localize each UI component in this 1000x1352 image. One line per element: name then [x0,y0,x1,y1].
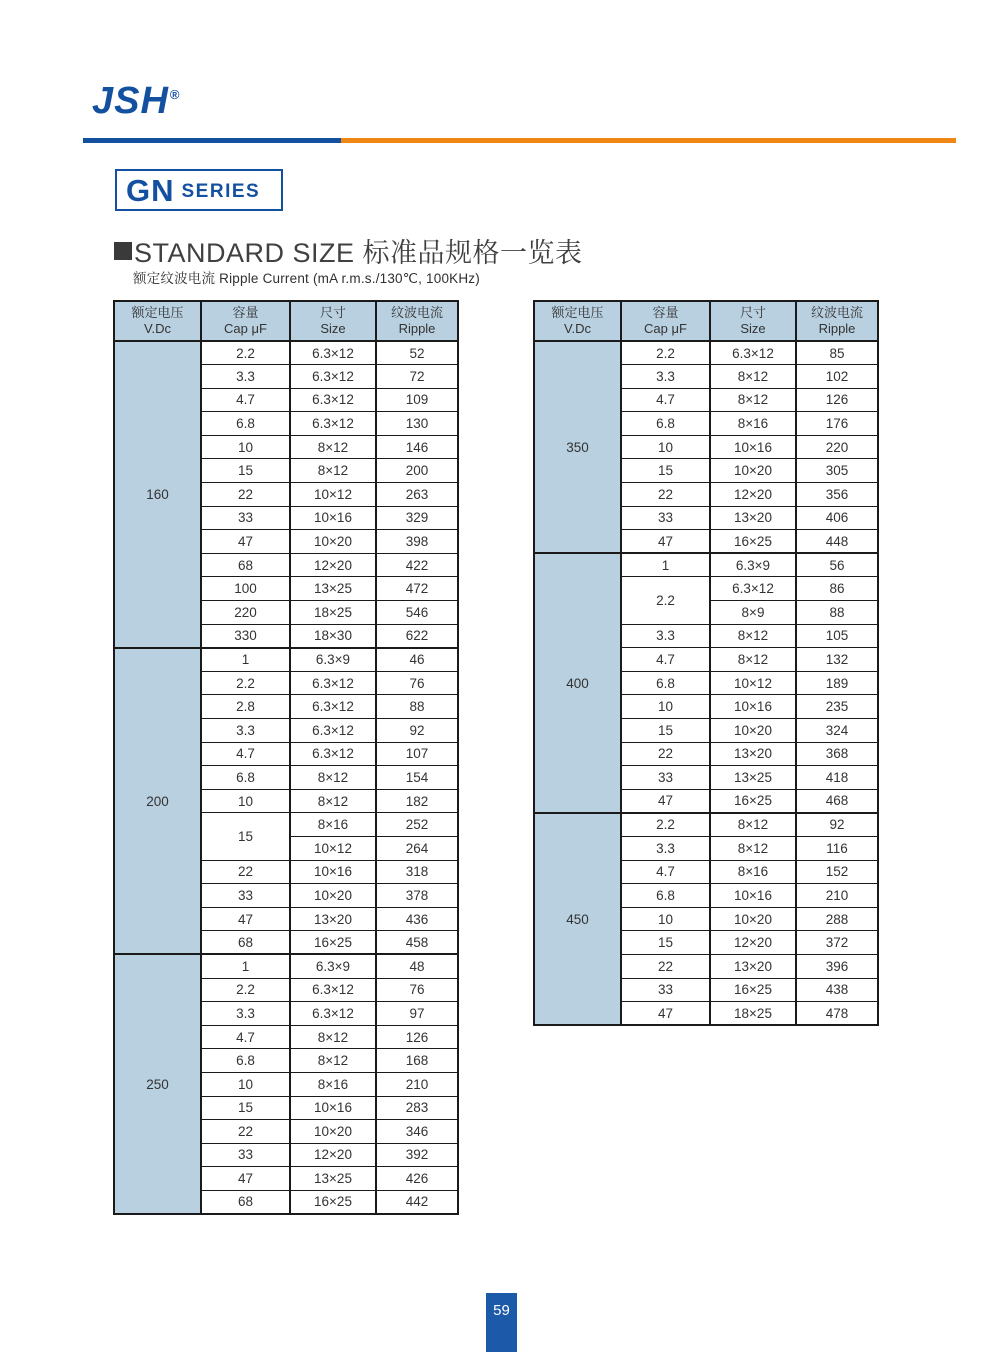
voltage-cell: 400 [534,553,621,813]
cap-cell: 33 [201,884,290,908]
cap-cell: 33 [201,506,290,530]
size-cell: 10×16 [290,506,376,530]
cap-cell: 47 [621,1002,710,1026]
registered-mark: ® [169,87,181,103]
size-cell: 10×20 [710,719,796,743]
cap-cell: 68 [201,553,290,577]
ripple-cell: 107 [376,742,458,766]
ripple-cell: 168 [376,1049,458,1073]
size-cell: 8×12 [290,766,376,790]
ripple-cell: 86 [796,577,878,601]
section-title [114,231,583,270]
series-suffix: SERIES [181,181,261,202]
cap-cell: 10 [201,789,290,813]
voltage-cell: 250 [114,954,201,1214]
cap-cell: 2.2 [201,341,290,365]
size-cell: 6.3×12 [290,365,376,389]
cap-cell: 3.3 [621,365,710,389]
cap-cell: 220 [201,601,290,625]
size-cell: 6.3×12 [290,341,376,365]
cap-cell: 1 [621,553,710,577]
size-cell: 10×12 [710,671,796,695]
size-cell: 16×25 [710,530,796,554]
size-cell: 16×25 [710,789,796,813]
cap-cell: 6.8 [621,884,710,908]
cap-cell: 33 [621,978,710,1002]
size-cell: 6.3×12 [290,1002,376,1026]
cap-cell: 15 [201,813,290,860]
cap-cell: 22 [621,483,710,507]
size-cell: 16×25 [290,931,376,955]
cap-cell: 3.3 [201,1002,290,1026]
ripple-cell: 392 [376,1143,458,1167]
ripple-cell: 176 [796,412,878,436]
cap-cell: 47 [201,907,290,931]
ripple-cell: 378 [376,884,458,908]
size-cell: 10×16 [710,884,796,908]
size-cell: 8×16 [710,860,796,884]
ripple-cell: 130 [376,412,458,436]
size-cell: 10×12 [290,483,376,507]
square-bullet-icon [114,242,132,260]
size-cell: 8×16 [710,412,796,436]
size-cell: 13×20 [290,907,376,931]
cap-cell: 3.3 [201,719,290,743]
cap-cell: 1 [201,954,290,978]
table-row [114,954,458,978]
cap-cell: 33 [621,766,710,790]
ripple-cell: 283 [376,1096,458,1120]
size-cell: 12×20 [290,1143,376,1167]
cap-cell: 4.7 [201,742,290,766]
size-cell: 6.3×12 [290,671,376,695]
size-cell: 6.3×12 [710,341,796,365]
size-cell: 6.3×12 [290,388,376,412]
ripple-cell: 318 [376,860,458,884]
cap-cell: 2.8 [201,695,290,719]
size-cell: 10×16 [290,860,376,884]
cap-cell: 10 [621,695,710,719]
cap-cell: 4.7 [201,388,290,412]
size-cell: 18×30 [290,624,376,648]
ripple-cell: 210 [376,1072,458,1096]
size-cell: 13×25 [290,1167,376,1191]
size-cell: 10×20 [710,459,796,483]
table-row [114,648,458,672]
ripple-cell: 458 [376,931,458,955]
ripple-cell: 85 [796,341,878,365]
cap-cell: 2.2 [201,671,290,695]
header-ripple: 纹波电流 Ripple [796,301,878,341]
size-cell: 12×20 [710,483,796,507]
size-cell: 8×12 [290,459,376,483]
cap-cell: 47 [201,530,290,554]
ripple-cell: 97 [376,1002,458,1026]
ripple-cell: 48 [376,954,458,978]
ripple-cell: 426 [376,1167,458,1191]
size-cell: 6.3×12 [290,719,376,743]
cap-cell: 15 [621,459,710,483]
ripple-current-note: 额定纹波电流 Ripple Current (mA r.m.s./130℃, 100KHz) [133,271,480,286]
series-badge [115,169,283,211]
series-name: GN [126,172,175,208]
ripple-cell: 368 [796,742,878,766]
size-cell: 18×25 [290,601,376,625]
header-voltage: 额定电压 V.Dc [534,301,621,341]
ripple-cell: 472 [376,577,458,601]
size-cell: 8×12 [710,813,796,837]
size-cell: 8×16 [290,813,376,837]
cap-cell: 2.2 [201,978,290,1002]
cap-cell: 10 [201,1072,290,1096]
cap-cell: 15 [201,459,290,483]
cap-cell: 47 [621,530,710,554]
cap-cell: 33 [621,506,710,530]
size-cell: 13×20 [710,954,796,978]
ripple-cell: 442 [376,1190,458,1214]
ripple-cell: 92 [376,719,458,743]
cap-cell: 6.8 [201,766,290,790]
size-cell: 16×25 [290,1190,376,1214]
ripple-cell: 468 [796,789,878,813]
ripple-cell: 622 [376,624,458,648]
ripple-cell: 52 [376,341,458,365]
size-cell: 6.3×9 [710,553,796,577]
ripple-cell: 72 [376,365,458,389]
cap-cell: 4.7 [621,388,710,412]
size-cell: 10×20 [290,884,376,908]
cap-cell: 4.7 [201,1025,290,1049]
cap-cell: 22 [201,860,290,884]
ripple-cell: 189 [796,671,878,695]
ripple-cell: 210 [796,884,878,908]
ripple-cell: 329 [376,506,458,530]
voltage-cell: 350 [534,341,621,553]
header-ripple: 纹波电流 Ripple [376,301,458,341]
ripple-cell: 422 [376,553,458,577]
cap-cell: 3.3 [201,365,290,389]
cap-cell: 47 [201,1167,290,1191]
cap-cell: 6.8 [621,412,710,436]
cap-cell: 22 [201,483,290,507]
ripple-cell: 305 [796,459,878,483]
ripple-cell: 220 [796,435,878,459]
size-cell: 6.3×12 [290,695,376,719]
cap-cell: 15 [201,1096,290,1120]
ripple-cell: 88 [796,601,878,625]
size-cell: 6.3×12 [290,742,376,766]
ripple-cell: 324 [796,719,878,743]
cap-cell: 3.3 [621,836,710,860]
size-cell: 18×25 [710,1002,796,1026]
ripple-cell: 132 [796,648,878,672]
size-cell: 8×12 [710,648,796,672]
header-capacitance: 容量 Cap μF [201,301,290,341]
size-cell: 10×20 [290,530,376,554]
cap-cell: 15 [621,931,710,955]
size-cell: 10×12 [290,836,376,860]
ripple-cell: 406 [796,506,878,530]
header-size: 尺寸 Size [710,301,796,341]
ripple-cell: 92 [796,813,878,837]
cap-cell: 2.2 [621,341,710,365]
page-number-badge [486,1293,517,1352]
size-cell: 16×25 [710,978,796,1002]
cap-cell: 3.3 [621,624,710,648]
ripple-cell: 154 [376,766,458,790]
size-cell: 8×16 [290,1072,376,1096]
cap-cell: 47 [621,789,710,813]
cap-cell: 100 [201,577,290,601]
cap-cell: 10 [621,435,710,459]
ripple-cell: 438 [796,978,878,1002]
ripple-cell: 396 [796,954,878,978]
section-title-text: STANDARD SIZE 标准品规格一览表 [134,238,583,268]
ripple-cell: 436 [376,907,458,931]
ripple-cell: 126 [376,1025,458,1049]
table-header-row [534,301,878,341]
page-number: 59 [493,1302,510,1319]
logo-text: JSH [92,80,169,122]
size-cell: 8×12 [290,789,376,813]
size-cell: 8×12 [710,365,796,389]
ripple-cell: 109 [376,388,458,412]
cap-cell: 68 [201,1190,290,1214]
ripple-cell: 418 [796,766,878,790]
cap-cell: 4.7 [621,860,710,884]
ripple-cell: 56 [796,553,878,577]
size-cell: 8×12 [290,1049,376,1073]
ripple-cell: 448 [796,530,878,554]
ripple-cell: 263 [376,483,458,507]
ripple-cell: 200 [376,459,458,483]
size-cell: 10×16 [290,1096,376,1120]
ripple-cell: 152 [796,860,878,884]
ripple-cell: 264 [376,836,458,860]
cap-cell: 2.2 [621,813,710,837]
table-row [534,813,878,837]
ripple-cell: 76 [376,978,458,1002]
size-cell: 8×12 [710,836,796,860]
size-cell: 8×12 [290,435,376,459]
cap-cell: 2.2 [621,577,710,624]
header-divider [83,138,956,143]
size-cell: 13×25 [290,577,376,601]
ripple-cell: 46 [376,648,458,672]
ripple-cell: 346 [376,1120,458,1144]
ripple-cell: 126 [796,388,878,412]
jsh-logo [92,80,181,123]
spec-table-left [113,300,459,1215]
header-capacitance: 容量 Cap μF [621,301,710,341]
ripple-cell: 182 [376,789,458,813]
ripple-cell: 546 [376,601,458,625]
size-cell: 10×16 [710,435,796,459]
size-cell: 10×20 [290,1120,376,1144]
divider-orange-segment [341,138,956,143]
ripple-cell: 105 [796,624,878,648]
ripple-cell: 252 [376,813,458,837]
header-size: 尺寸 Size [290,301,376,341]
cap-cell: 6.8 [621,671,710,695]
ripple-cell: 288 [796,907,878,931]
size-cell: 8×12 [290,1025,376,1049]
cap-cell: 10 [201,435,290,459]
ripple-cell: 235 [796,695,878,719]
size-cell: 6.3×12 [290,978,376,1002]
ripple-cell: 146 [376,435,458,459]
cap-cell: 6.8 [201,412,290,436]
cap-cell: 68 [201,931,290,955]
ripple-cell: 116 [796,836,878,860]
ripple-cell: 76 [376,671,458,695]
cap-cell: 4.7 [621,648,710,672]
spec-table-right [533,300,879,1026]
size-cell: 12×20 [290,553,376,577]
voltage-cell: 450 [534,813,621,1025]
voltage-cell: 200 [114,648,201,955]
cap-cell: 22 [621,742,710,766]
cap-cell: 22 [201,1120,290,1144]
cap-cell: 22 [621,954,710,978]
ripple-cell: 398 [376,530,458,554]
cap-cell: 1 [201,648,290,672]
size-cell: 12×20 [710,931,796,955]
divider-blue-segment [83,138,341,143]
table-row [534,553,878,577]
ripple-cell: 478 [796,1002,878,1026]
size-cell: 6.3×12 [710,577,796,601]
size-cell: 10×16 [710,695,796,719]
voltage-cell: 160 [114,341,201,648]
ripple-cell: 102 [796,365,878,389]
cap-cell: 6.8 [201,1049,290,1073]
size-cell: 6.3×9 [290,954,376,978]
header-voltage: 额定电压 V.Dc [114,301,201,341]
size-cell: 6.3×9 [290,648,376,672]
cap-cell: 330 [201,624,290,648]
table-header-row [114,301,458,341]
table-row [534,341,878,365]
size-cell: 8×12 [710,624,796,648]
size-cell: 8×9 [710,601,796,625]
size-cell: 6.3×12 [290,412,376,436]
size-cell: 8×12 [710,388,796,412]
ripple-cell: 88 [376,695,458,719]
cap-cell: 10 [621,907,710,931]
size-cell: 10×20 [710,907,796,931]
cap-cell: 33 [201,1143,290,1167]
size-cell: 13×20 [710,742,796,766]
size-cell: 13×20 [710,506,796,530]
ripple-cell: 372 [796,931,878,955]
ripple-cell: 356 [796,483,878,507]
table-row [114,341,458,365]
cap-cell: 15 [621,719,710,743]
size-cell: 13×25 [710,766,796,790]
